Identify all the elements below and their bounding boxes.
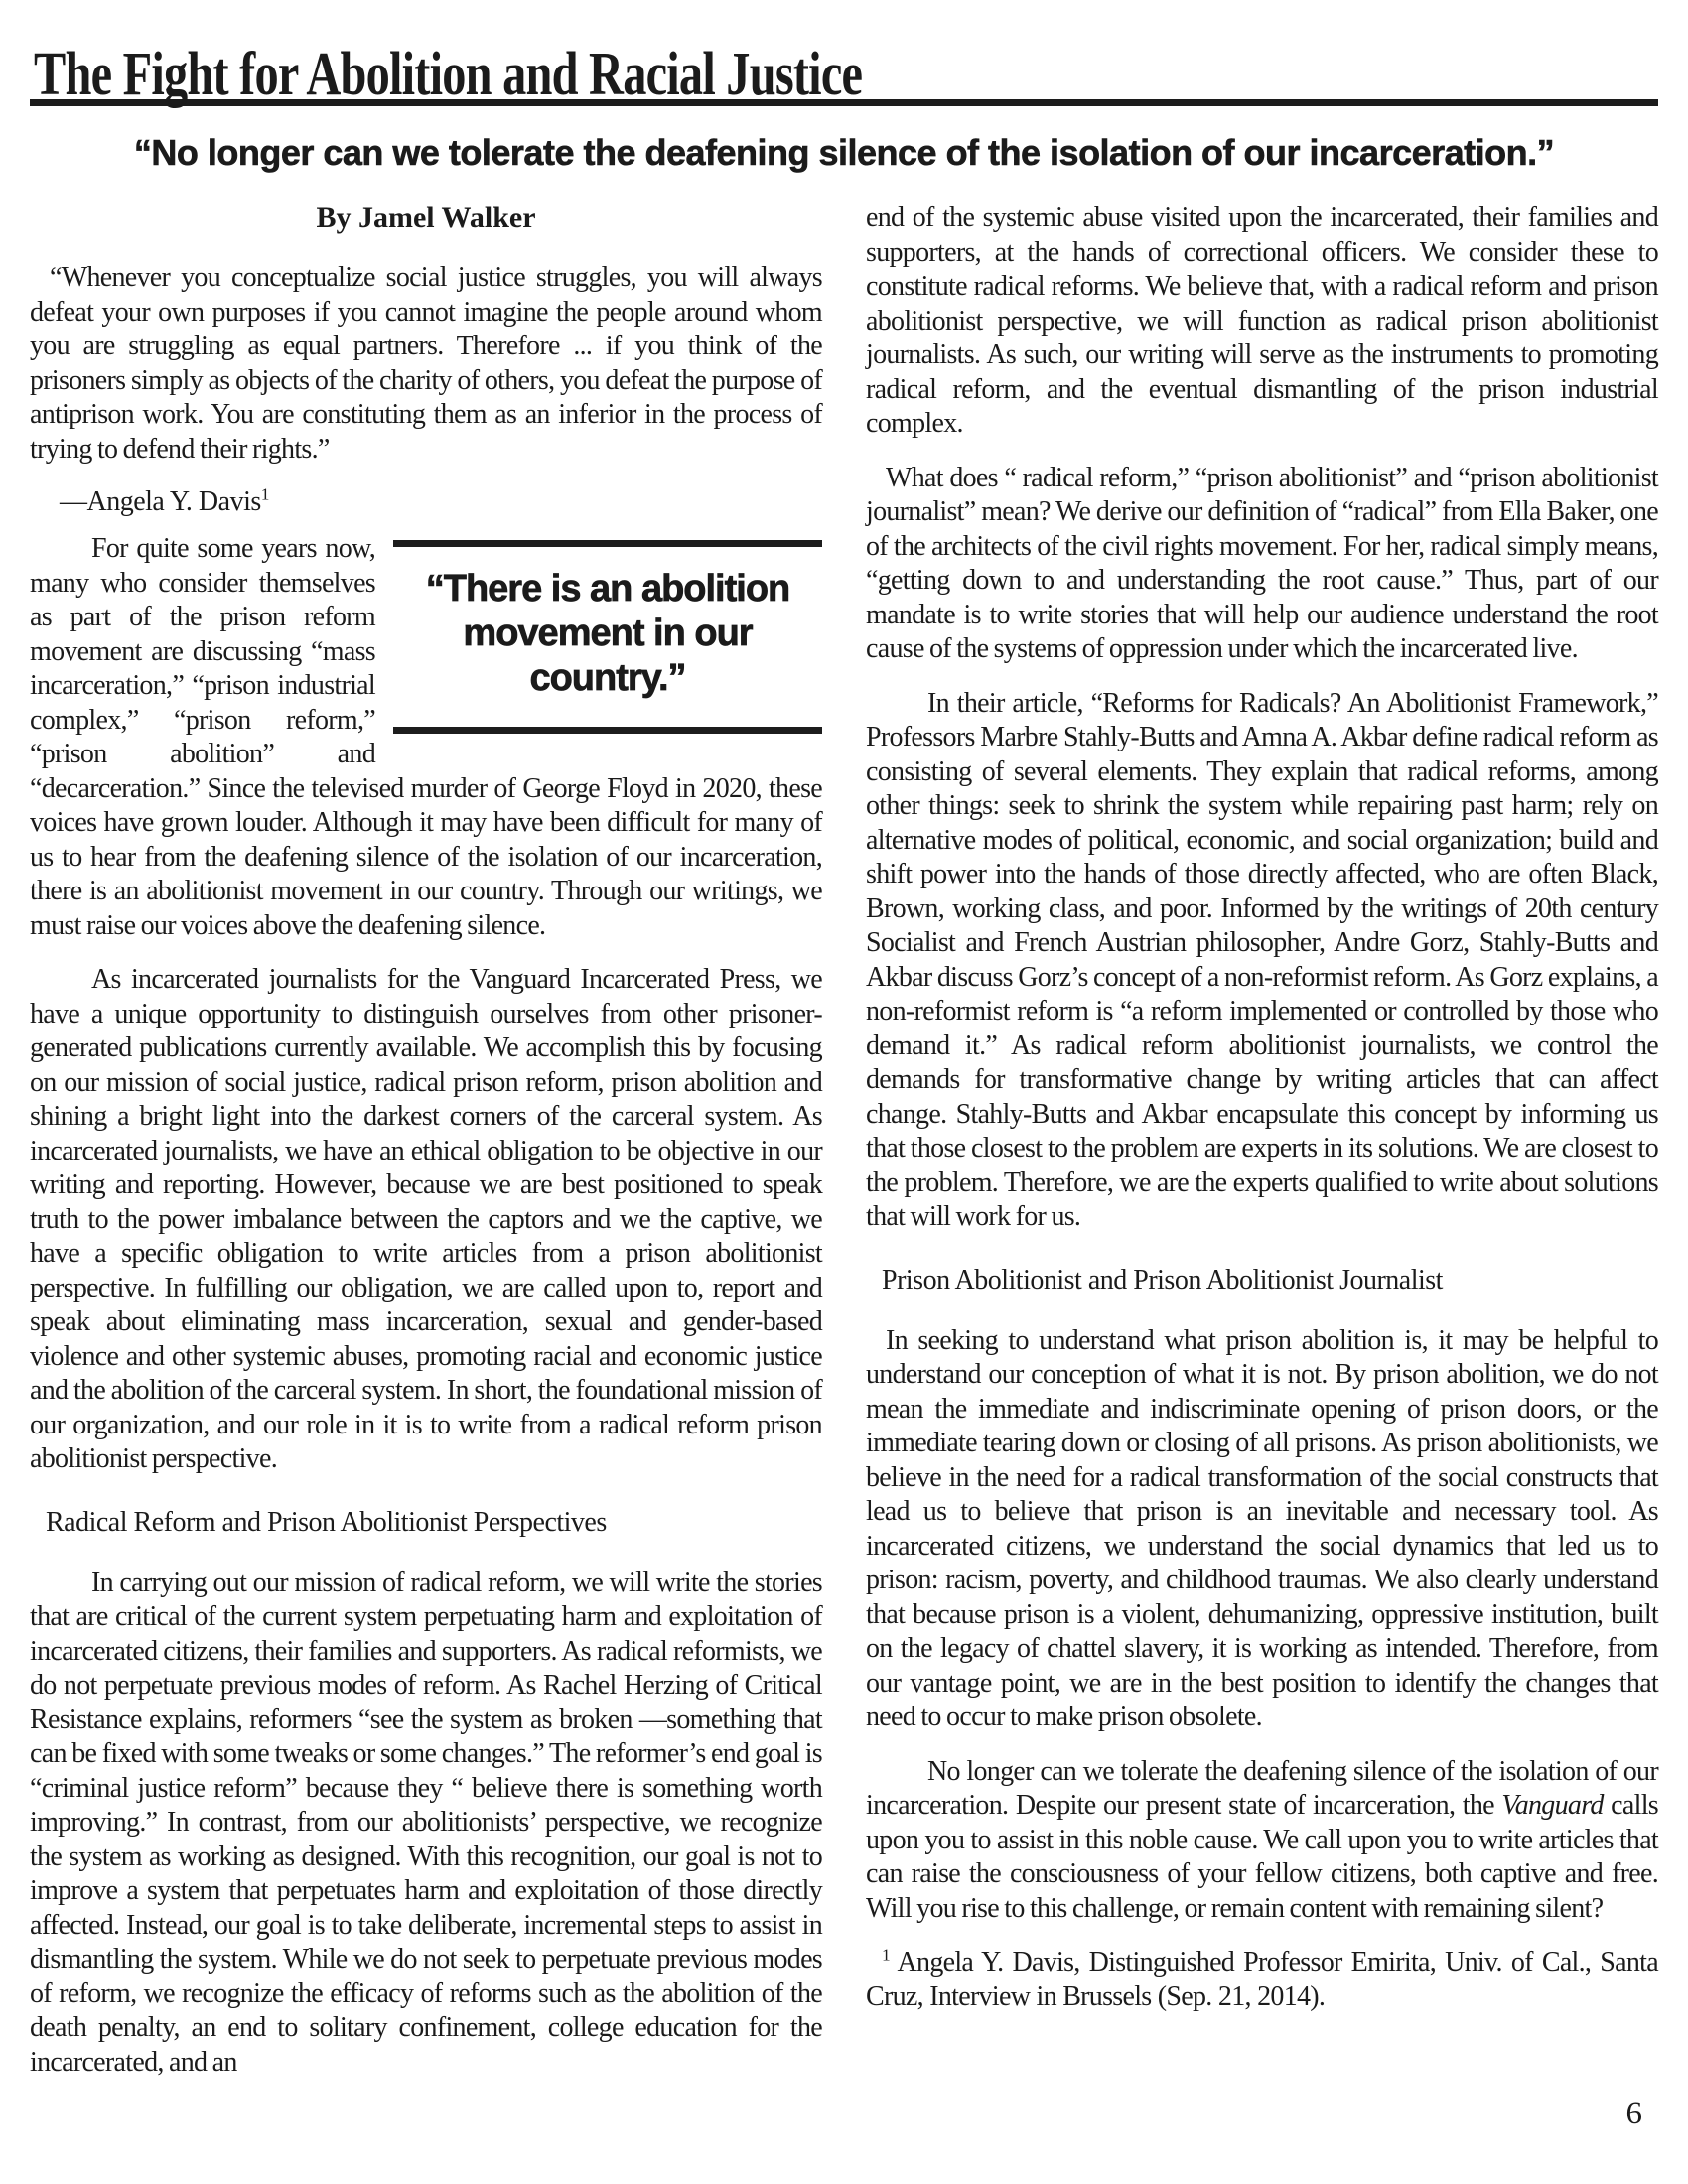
paragraph-in-carrying-out: In carrying out our mission of radical reform, we will write the stories that are critical of the current system perpetuating harm and exploitation of incarcerated citizens, their families and supporters. As radical reformists, we do not perpetuate previous modes of reform. As Rachel Herzing of Critical Resistance explains, reformers “see the system as broken —something that can be fixed with some tweaks or some changes.” The reformer’s end goal is “criminal justice reform” because they “ believe there is something worth improving.” In contrast, from our abolitionists’ perspective, we recognize the system as working as designed. With this recognition, our goal is not to improve a system that perpetuates harm and exploitation of those directly affected. Instead, our goal is to take deliberate, incremental steps to assist in dismantling the system. While we do not seek to perpetuate previous modes of reform, we recognize the efficacy of reforms such as the abolition of the death penalty, an end to solitary confinement, college education for the incarcerated, and an bbox=[30, 1567, 822, 2078]
article-subtitle-quote: “No longer can we tolerate the deafening silence of the isolation of our incarceration.” bbox=[133, 132, 1555, 173]
footnote-marker: 1 bbox=[882, 1945, 890, 1965]
footnote-text: Angela Y. Davis, Distinguished Professor Emirita, Univ. of Cal., Santa Cruz, Interview in Brussels (Sep. 21, 2014). bbox=[866, 1947, 1658, 2012]
paragraph-in-seeking: In seeking to understand what prison abolition is, it may be helpful to understand our conception of what it is not. By prison abolition, we do not mean the immediate and indiscriminate opening of prison doors, or the immediate tearing down or closing of all prisons. As prison abolitionists, we believe in the need for a radical transformation of the social constructs that lead us to believe that prison is an inevitable and necessary tool. As incarcerated citizens, we understand the social dynamics that led us to prison: racism, poverty, and childhood traumas. We also clearly understand that because prison is a violent, dehumanizing, oppressive institution, built on the legacy of chattel slavery, it is working as intended. Therefore, from our vantage point, we are in the best position to identify the changes that need to occur to make prison obsolete. bbox=[866, 1324, 1658, 1732]
article-columns bbox=[30, 202, 1658, 2100]
quote-attribution bbox=[60, 486, 822, 518]
paragraph-what-does: What does “ radical reform,” “prison abolitionist” and “prison abolitionist journalist” mean? We derive our definition of “radical” from Ella Baker, one of the architects of the civil rights movement. For her, radical simply means, “getting down to and understanding the root cause.” Thus, part of our mandate is to write stories that will help our audience understand the root cause of the systems of oppression under which the incarcerated live. bbox=[866, 462, 1658, 664]
no-longer-text-after: calls upon you to assist in this noble cause. We call upon you to write articles that can raise the consciousness of your fellow citizens, both captive and free. Will you rise to this challenge, or remain content with remaining silent? bbox=[866, 1790, 1658, 1924]
paragraph-as-incarcerated-journalists: As incarcerated journalists for the Vanguard Incarcerated Press, we have a unique opportunity to distinguish ourselves from other prisoner-generated publications currently available. We accomplish this by focusing on our mission of social justice, radical prison reform, prison abolition and shining a bright light into the darkest corners of the carceral system. As incarcerated journalists, we have an ethical obligation to be objective in our writing and reporting. However, because we are best positioned to speak truth to the power imbalance between the captors and we the captive, we have a specific obligation to write articles from a prison abolitionist perspective. In fulfilling our obligation, we are called upon to, report and speak about eliminating mass incarceration, sexual and gender-based violence and other systemic abuses, promoting racial and economic justice and the abolition of the carceral system. In short, the foundational mission of our organization, and our role in it is to write from a radical reform prison abolitionist perspective. bbox=[30, 964, 822, 1474]
page-number: 6 bbox=[1625, 2096, 1642, 2131]
pull-quote: “There is an abolition movement in our country.” bbox=[393, 540, 822, 734]
page-header bbox=[30, 41, 1658, 174]
right-column bbox=[866, 202, 1658, 2100]
page-title: The Fight for Abolition and Racial Justice bbox=[34, 41, 863, 108]
section-heading-radical-reform: Radical Reform and Prison Abolitionist Perspectives bbox=[46, 1506, 607, 1538]
attribution-text: —Angela Y. Davis bbox=[60, 486, 261, 517]
section-heading-prison-abolitionist: Prison Abolitionist and Prison Abolitionist Journalist bbox=[882, 1264, 1443, 1296]
left-column bbox=[30, 202, 822, 2100]
opening-quote-paragraph: “Whenever you conceptualize social justice struggles, you will always defeat your own purposes if you cannot imagine the people around whom you are struggling as equal partners. Therefore ... if you think of the prisoners simply as objects of the charity of others, you defeat the purpose of antiprison work. You are constituting them as an inferior in the process of trying to defend their rights.” bbox=[30, 262, 822, 465]
no-longer-text-before: No longer can we tolerate the deafening silence of the isolation of our incarceration. Despite our present state of incarceration, the bbox=[866, 1755, 1658, 1821]
paragraph-for-quite-some-years: For quite some years now, many who consider themselves as part of the prison reform movement are discussing “mass incarceration,” “prison industrial complex,” “prison reform,” “prison abolition” and “decarceration.” Since the televised murder of George Floyd in 2020, these voices have grown louder. Although it may have been difficult for many of us to hear from the deafening silence of the isolation of our incarceration, there is an abolitionist movement in our country. Through our writings, we must raise our voices above the deafening silence. bbox=[30, 533, 822, 941]
footnote bbox=[866, 1946, 1658, 2014]
paragraph-no-longer bbox=[866, 1755, 1658, 1927]
byline: By Jamel Walker bbox=[316, 202, 536, 234]
paragraph-in-their-article: In their article, “Reforms for Radicals? An Abolitionist Framework,” Professors Marbre Stahly-Butts and Amna A. Akbar define radical reform as consisting of several elements. They explain that radical reforms, among other things: seek to shrink the system while repairing past harm; rely on alternative modes of political, economic, and social organization; build and shift power into the hands of those directly affected, who are often Black, Brown, working class, and poor. Informed by the writings of 20th century Socialist and French Austrian philosopher, Andre Gorz, Stahly-Butts and Akbar discuss Gorz’s concept of a non-reformist reform. As Gorz explains, a non-reformist reform is “a reform implemented or controlled by those who demand it.” As radical reform abolitionist journalists, we control the demands for transformative change by writing articles that can affect change. Stahly-Butts and Akbar encapsulate this concept by informing us that those closest to the problem are experts in its solutions. We are closest to the problem. Therefore, we are the experts qualified to write about solutions that will work for us. bbox=[866, 687, 1658, 1232]
paragraph-end-of-systemic: end of the systemic abuse visited upon the incarcerated, their families and supporters, at the hands of correctional officers. We consider these to constitute radical reforms. We believe that, with a radical reform and prison abolitionist perspective, we will function as radical prison abolitionist journalists. As such, our writing will serve as the instruments to promoting radical reform, and the eventual dismantling of the prison industrial complex. bbox=[866, 203, 1658, 439]
vanguard-italic: Vanguard bbox=[1501, 1790, 1604, 1821]
attribution-footnote-marker: 1 bbox=[260, 484, 269, 504]
